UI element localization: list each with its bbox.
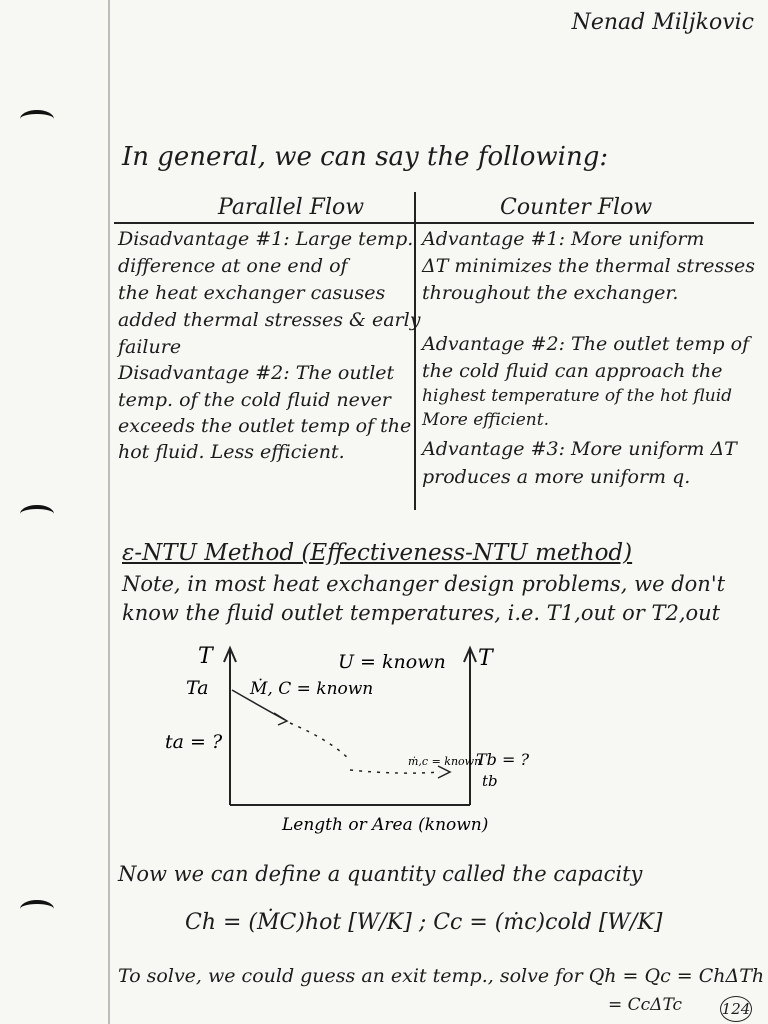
right-line-2: ΔT minimizes the thermal stresses — [422, 255, 756, 277]
ta-label: Ta — [186, 677, 209, 699]
left-line-9: hot fluid. Less efficient. — [118, 441, 345, 463]
capacity-equation: Ch = (ṀC)hot [W/K] ; Cc = (ṁc)cold [W/K] — [185, 910, 663, 935]
tb-unknown-label: Tb = ? — [476, 750, 530, 769]
hot-fluid-dashed — [290, 723, 350, 760]
right-line-7: More efficient. — [422, 410, 549, 430]
right-line-3: throughout the exchanger. — [422, 282, 679, 304]
right-line-8: Advantage #3: More uniform ΔT — [422, 438, 737, 460]
author-signature: Nenad Miljkovic — [571, 10, 754, 35]
note-line-2: know the fluid outlet temperatures, i.e. T1,out or T2,out — [122, 601, 721, 625]
right-line-1: Advantage #1: More uniform — [422, 228, 705, 250]
mc-small-label: ṁ,c = known — [408, 755, 482, 768]
left-line-5: failure — [118, 336, 182, 358]
left-line-3: the heat exchanger casuses — [118, 282, 386, 304]
solve-line-2: = CcΔTc — [608, 995, 682, 1015]
page-number: 124 — [720, 996, 752, 1022]
x-axis-label: Length or Area (known) — [282, 815, 489, 835]
right-line-4: Advantage #2: The outlet temp of — [422, 333, 750, 355]
intro-text: In general, we can say the following: — [122, 142, 609, 172]
left-line-7: temp. of the cold fluid never — [118, 389, 391, 411]
solve-line: To solve, we could guess an exit temp., solve for Qh = Qc = ChΔTh — [118, 965, 765, 987]
note-line-1: Note, in most heat exchanger design problems, we don't — [122, 572, 726, 596]
section-title: ε-NTU Method (Effectiveness-NTU method) — [122, 540, 633, 566]
left-line-6: Disadvantage #2: The outlet — [118, 362, 395, 384]
counter-flow-header: Counter Flow — [500, 195, 653, 220]
ta-unknown-label: ta = ? — [165, 731, 223, 753]
mc-known-label: Ṁ, C = known — [250, 679, 374, 699]
left-line-8: exceeds the outlet temp of the — [118, 415, 412, 437]
cold-fluid-dashed — [350, 770, 440, 773]
u-known-label: U = known — [338, 651, 446, 673]
left-line-2: difference at one end of — [118, 255, 348, 277]
right-line-5: the cold fluid can approach the — [422, 360, 723, 382]
parallel-flow-header: Parallel Flow — [218, 195, 365, 220]
tb-label: tb — [482, 772, 498, 790]
left-line-4: added thermal stresses & early — [118, 309, 421, 331]
hot-fluid-arrow — [274, 713, 287, 725]
t-right-label: T — [478, 646, 493, 671]
right-line-9: produces a more uniform q. — [422, 466, 691, 488]
right-line-6: highest temperature of the hot fluid — [422, 386, 733, 406]
capacity-line: Now we can define a quantity called the capacity — [118, 862, 643, 886]
left-line-1: Disadvantage #1: Large temp. — [118, 228, 414, 250]
t-left-label: T — [198, 644, 213, 669]
